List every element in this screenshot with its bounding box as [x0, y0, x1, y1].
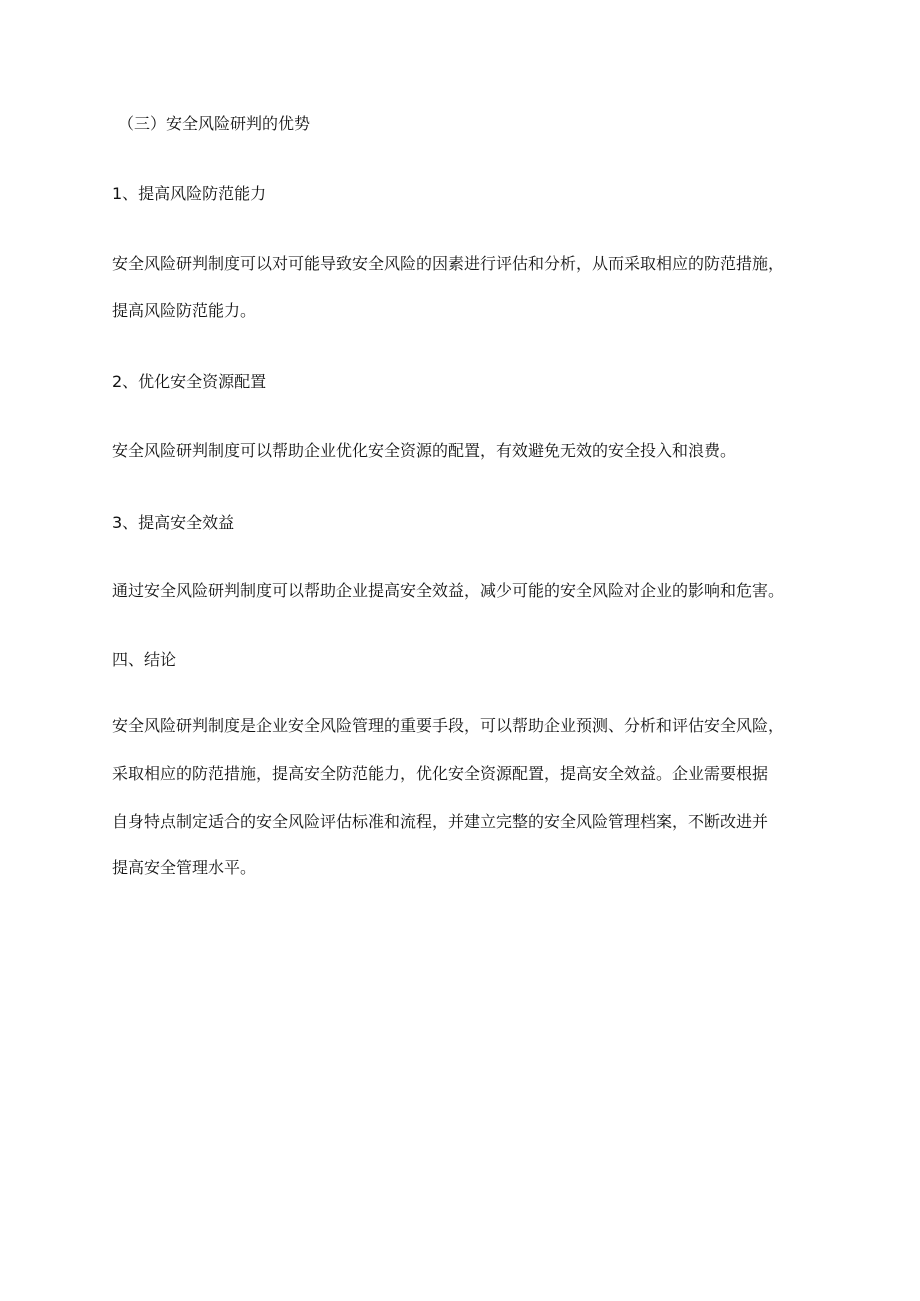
- item-1-heading: 1、提高风险防范能力: [112, 184, 267, 203]
- conclusion-line-2: 采取相应的防范措施，提高安全防范能力，优化安全资源配置，提高安全效益。企业需要根据: [112, 764, 769, 783]
- conclusion-heading: 四、结论: [112, 650, 177, 669]
- section-heading: （三）安全风险研判的优势: [118, 114, 311, 133]
- conclusion-line-3: 自身特点制定适合的安全风险评估标准和流程，并建立完整的安全风险管理档案，不断改进并: [112, 812, 769, 831]
- item-1-line-2: 提高风险防范能力。: [112, 301, 257, 320]
- item-2-line-1: 安全风险研判制度可以帮助企业优化安全资源的配置，有效避免无效的安全投入和浪费。: [112, 441, 737, 460]
- item-1-line-1: 安全风险研判制度可以对可能导致安全风险的因素进行评估和分析，从而采取相应的防范措施，: [112, 254, 785, 273]
- item-3-line-1: 通过安全风险研判制度可以帮助企业提高安全效益，减少可能的安全风险对企业的影响和危害。: [112, 581, 785, 600]
- conclusion-line-1: 安全风险研判制度是企业安全风险管理的重要手段，可以帮助企业预测、分析和评估安全风险，: [112, 716, 785, 735]
- item-2-heading: 2、优化安全资源配置: [112, 372, 267, 391]
- item-3-heading: 3、提高安全效益: [112, 513, 235, 532]
- conclusion-line-4: 提高安全管理水平。: [112, 858, 257, 877]
